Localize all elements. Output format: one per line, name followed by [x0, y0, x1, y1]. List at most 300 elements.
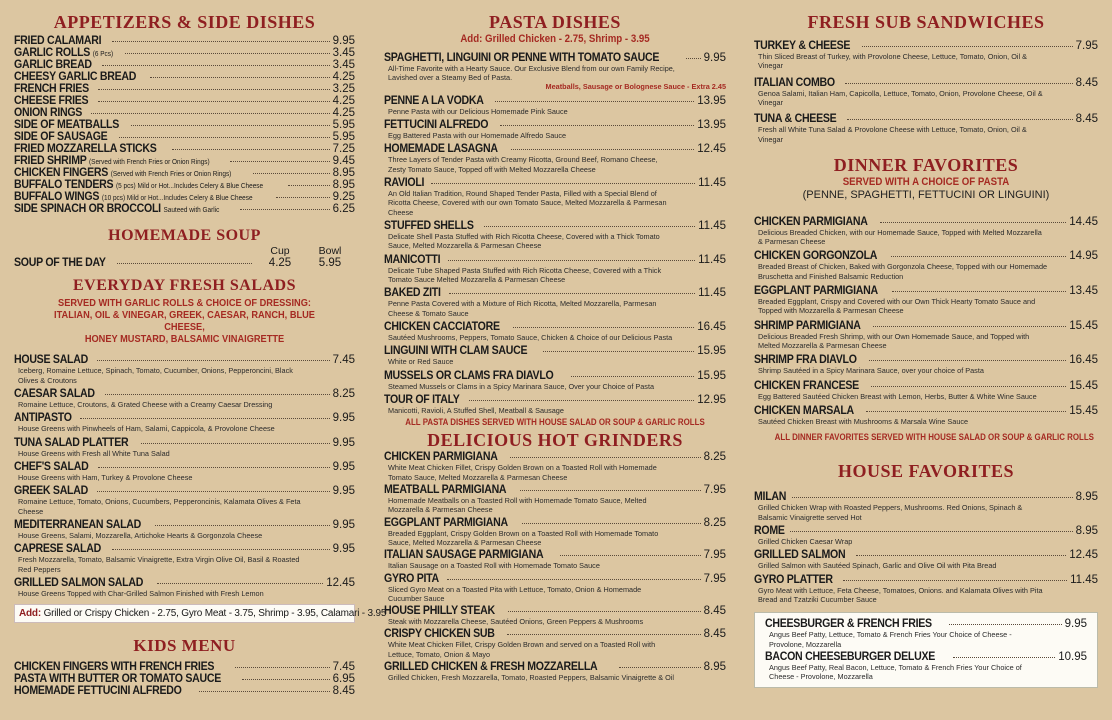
menu-item-row — [14, 179, 355, 191]
menu-item-price: 8.95 — [1075, 525, 1098, 538]
menu-item — [384, 95, 726, 116]
menu-item-row — [14, 577, 355, 589]
menu-item-description: House Greens with Ham, Turkey & Provolone Cheese — [18, 472, 193, 482]
dot-leader — [125, 53, 330, 54]
menu-item — [14, 35, 355, 47]
menu-item — [384, 220, 726, 251]
menu-item — [384, 573, 726, 604]
dot-leader — [91, 113, 330, 114]
menu-item-name — [14, 388, 95, 400]
menu-item-row — [754, 491, 1098, 503]
menu-item-name-text: GRILLED CHICKEN & FRESH MOZZARELLA — [384, 661, 598, 674]
menu-item — [14, 47, 355, 59]
menu-item — [14, 119, 355, 131]
menu-item-description: Shrimp Sautéed in a Spicy Marinara Sauce, over your choice of Pasta — [758, 366, 984, 376]
dot-leader — [240, 209, 329, 210]
menu-item-name-text: SIDE OF SAUSAGE — [14, 131, 108, 143]
menu-item-row — [14, 107, 355, 119]
menu-item-price: 12.45 — [697, 143, 726, 156]
menu-item-name-text: TOUR OF ITALY — [384, 393, 460, 406]
soup-title: HOMEMADE SOUP — [108, 227, 261, 244]
menu-item-name — [14, 95, 88, 107]
menu-item — [754, 405, 1098, 426]
appetizers-title: APPETIZERS & SIDE DISHES — [53, 12, 316, 32]
dinner-sub1: SERVED WITH A CHOICE OF PASTA — [842, 175, 1010, 188]
menu-item-price: 7.95 — [703, 483, 726, 496]
menu-item-price: 9.45 — [332, 155, 355, 167]
menu-item — [384, 52, 726, 92]
menu-item — [14, 485, 355, 516]
dot-leader — [880, 222, 1066, 223]
menu-item-row — [384, 143, 726, 155]
grinders-list — [384, 451, 726, 682]
soup-row — [14, 257, 355, 269]
menu-item-description: Breaded Breast of Chicken, Baked with Gorgonzola Cheese, Topped with our Homemade Bruschetta and Finished Balsamic Reduction — [758, 262, 1048, 281]
dinner-list — [754, 216, 1098, 427]
menu-item-name-text: CHICKEN FINGERS — [14, 167, 109, 179]
menu-item — [754, 320, 1098, 351]
dot-leader — [131, 125, 329, 126]
menu-item-name — [754, 285, 878, 297]
menu-item-price: 9.95 — [332, 485, 355, 498]
menu-item-row — [14, 119, 355, 131]
dot-leader — [847, 119, 1073, 120]
menu-item-row — [754, 285, 1098, 297]
menu-item-price: 6.25 — [332, 203, 355, 215]
dot-leader — [172, 149, 330, 150]
menu-item — [14, 107, 355, 119]
menu-item-description: White Meat Chicken Fillet, Crispy Golden Brown on a Toasted Roll with Homemade Tomato Sauce, Melted Mozzarella & Parmesan Cheese — [388, 463, 657, 482]
menu-item-name — [754, 549, 845, 561]
menu-item-description: Egg Battered Sautéed Chicken Breast with Lemon, Herbs, Butter & White Wine Sauce — [758, 391, 1037, 401]
menu-item-name-text: GARLIC ROLLS — [14, 47, 91, 59]
menu-item-name — [384, 517, 508, 529]
menu-item — [14, 412, 355, 433]
dot-leader — [571, 376, 694, 377]
menu-item-name-text: ITALIAN SAUSAGE PARMIGIANA — [384, 549, 544, 562]
menu-item-name-text: TUNA SALAD PLATTER — [14, 436, 129, 449]
menu-item-name-text: CHEESE FRIES — [14, 95, 89, 107]
dot-leader — [447, 579, 701, 580]
soup-bowl-price: 5.95 — [318, 257, 342, 269]
middle-column — [384, 0, 726, 682]
menu-item-row — [384, 517, 726, 529]
menu-item-price: 3.45 — [332, 47, 355, 59]
menu-item-name-text: FRENCH FRIES — [14, 83, 89, 95]
menu-item-price: 12.45 — [326, 576, 355, 589]
menu-item — [14, 388, 355, 409]
menu-item-description: House Greens, Salami, Mozzarella, Artichoke Hearts & Gorgonzola Cheese — [18, 530, 263, 540]
menu-item-name-text: CAPRESE SALAD — [14, 543, 101, 556]
dot-leader — [619, 667, 701, 668]
menu-item-name-text: TUNA & CHEESE — [754, 113, 837, 126]
menu-item-name — [384, 484, 506, 496]
menu-item-name-text: MEDITERRANEAN SALAD — [14, 518, 142, 531]
menu-item — [765, 618, 1087, 649]
menu-item-description: Steak with Mozzarella Cheese, Sautéed Onions, Green Peppers & Mushrooms — [388, 617, 644, 627]
dot-leader — [102, 65, 330, 66]
dot-leader — [500, 125, 694, 126]
salads-sub1: SERVED WITH GARLIC ROLLS & CHOICE OF DRESSING: — [58, 297, 311, 309]
menu-item-description: All-Time Favorite with a Hearty Sauce. Our Exclusive Blend from our own Family Recipe, Lavished over a Steamy Bed of Pasta. — [388, 63, 675, 82]
menu-item-description: Genoa Salami, Italian Ham, Capicolla, Lettuce, Tomato, Onion, Provolone Cheese, Oil & Vinegar — [758, 88, 1043, 107]
dot-leader — [253, 173, 329, 174]
dot-leader — [686, 58, 701, 59]
menu-item-name-text: CHICKEN FRANCESE — [754, 379, 859, 392]
menu-item-description: House Greens with Fresh all White Tuna Salad — [18, 448, 170, 458]
menu-item-name — [14, 83, 89, 95]
menu-item-name-text: EGGPLANT PARMIGIANA — [384, 516, 508, 529]
dot-leader — [510, 457, 700, 458]
menu-item-name-text: GYRO PITA — [384, 572, 439, 585]
menu-item-name-text: HOUSE PHILLY STEAK — [384, 605, 495, 618]
house-title: HOUSE FAVORITES — [837, 461, 1015, 482]
menu-item-name — [14, 35, 101, 47]
menu-item-row — [14, 203, 355, 215]
menu-item-description: Three Layers of Tender Pasta with Creamy Ricotta, Ground Beef, Romano Cheese, Zesty Tomato Sauce, Topped off with Melted Mozzarella Cheese — [388, 155, 658, 174]
menu-item-row — [384, 52, 726, 64]
menu-item-description: Thin Sliced Breast of Turkey, with Provolone Cheese, Lettuce, Tomato, Onion, Oil & Vinegar — [758, 52, 1028, 71]
menu-item — [14, 673, 355, 685]
menu-item-name-text: CHICKEN PARMIGIANA — [754, 215, 868, 228]
menu-item — [754, 113, 1098, 144]
menu-item-row — [754, 525, 1098, 537]
menu-item-name-text: CHICKEN CACCIATORE — [384, 320, 500, 333]
dot-leader — [112, 41, 330, 42]
pasta-footer: ALL PASTA DISHES SERVED WITH HOUSE SALAD OR SOUP & GARLIC ROLLS — [405, 417, 705, 428]
menu-item — [754, 574, 1098, 605]
menu-item-name — [14, 131, 107, 143]
menu-item-name-text: FETTUCINI ALFREDO — [384, 118, 489, 131]
menu-item-price: 9.95 — [1064, 618, 1087, 631]
menu-item-row — [14, 59, 355, 71]
menu-item-name-text: ITALIAN COMBO — [754, 76, 835, 89]
dot-leader — [276, 197, 329, 198]
menu-item-row — [14, 191, 355, 203]
menu-item — [384, 484, 726, 515]
menu-item-row — [384, 254, 726, 266]
menu-item-name-text: GREEK SALAD — [14, 485, 88, 498]
menu-item — [754, 77, 1098, 108]
menu-item-name-text: GRILLED SALMON SALAD — [14, 576, 144, 589]
burger-box — [754, 612, 1098, 687]
menu-item-row — [14, 167, 355, 179]
menu-item-description: Penne Pasta Covered with a Mixture of Rich Ricotta, Melted Mozzarella, Parmesan Cheese & Tomato Sauce — [388, 299, 657, 318]
left-column — [14, 0, 387, 698]
menu-item-name — [14, 461, 88, 473]
menu-item — [384, 661, 726, 682]
dot-leader — [117, 263, 252, 264]
menu-item — [754, 549, 1098, 570]
dot-leader — [792, 497, 1073, 498]
menu-item — [384, 254, 726, 285]
menu-item-price: 9.95 — [332, 460, 355, 473]
menu-item-name-text: LINGUINI WITH CLAM SAUCE — [384, 345, 528, 358]
menu-item-name-text: CAESAR SALAD — [14, 387, 95, 400]
menu-item-name-text: MILAN — [754, 491, 787, 504]
dinner-footer: ALL DINNER FAVORITES SERVED WITH HOUSE SALAD OR SOUP & GARLIC ROLLS — [774, 432, 1094, 443]
menu-item-row — [14, 485, 355, 497]
menu-item-name-text: RAVIOLI — [384, 176, 425, 189]
menu-item-name — [14, 107, 82, 119]
salads-sub2: ITALIAN, OIL & VINEGAR, GREEK, CAESAR, RANCH, BLUE CHEESE, — [54, 309, 315, 334]
menu-item-description: Delicate Tube Shaped Pasta Stuffed with Rich Ricotta Cheese, Covered with a Thick Tomato Sauce Melted Mozzarella & Parmesan Cheese — [388, 265, 662, 284]
menu-item-description: Grilled Salmon with Sautéed Spinach, Garlic and Olive Oil with Pita Bread — [758, 561, 997, 571]
menu-item-description: Sautéed Mushrooms, Peppers, Tomato Sauce, Chicken & Choice of our Delicious Pasta — [388, 332, 673, 342]
menu-item-name-text: MEATBALL PARMIGIANA — [384, 483, 507, 496]
menu-item-row — [14, 131, 355, 143]
menu-item-name-text: MUSSELS OR CLAMS FRA DIAVLO — [384, 369, 554, 382]
menu-item-name — [14, 673, 221, 685]
dot-leader — [448, 260, 695, 261]
soup-cup-label: Cup — [270, 245, 290, 257]
menu-item-row — [754, 216, 1098, 228]
menu-item-description: Angus Beef Patty, Lettuce, Tomato & French Fries Your Choice of Cheese - Provolone, Mozzarella — [769, 630, 1012, 649]
dot-leader — [199, 691, 329, 692]
menu-item-row — [14, 155, 355, 167]
menu-item-price: 9.95 — [332, 518, 355, 531]
menu-item-name — [384, 321, 500, 333]
menu-item — [384, 345, 726, 366]
dot-leader — [873, 326, 1066, 327]
menu-item-price: 8.45 — [332, 685, 355, 698]
dot-leader — [507, 634, 700, 635]
menu-item — [754, 380, 1098, 401]
menu-item-name-text: ONION RINGS — [14, 107, 83, 119]
menu-item-note: (Served with French Fries or Onion Rings) — [89, 159, 210, 166]
menu-item-name-text: STUFFED SHELLS — [384, 219, 474, 232]
menu-item-description: Sautéed Chicken Breast with Mushrooms & Marsala Wine Sauce — [758, 417, 969, 427]
salads-sub3: HONEY MUSTARD, BALSAMIC VINAIGRETTE — [84, 333, 285, 346]
menu-item-price: 7.95 — [703, 549, 726, 562]
menu-item-row — [384, 287, 726, 299]
menu-item-row — [754, 380, 1098, 392]
menu-item-name — [14, 143, 157, 155]
menu-item — [384, 517, 726, 548]
menu-item-row — [14, 519, 355, 531]
menu-item — [754, 354, 1098, 375]
menu-item-price: 8.45 — [1075, 76, 1098, 89]
menu-item-name-text: PASTA WITH BUTTER OR TOMATO SAUCE — [14, 673, 221, 686]
menu-item-note: (Served with French Fries or Onion Rings) — [110, 171, 232, 178]
menu-item-name-text: CHICKEN GORGONZOLA — [754, 250, 878, 263]
dot-leader — [520, 490, 701, 491]
menu-item-price: 8.45 — [1075, 113, 1098, 126]
dot-leader — [155, 525, 330, 526]
menu-item-note: Sauteed with Garlic — [163, 207, 220, 214]
menu-item-price: 7.95 — [703, 572, 726, 585]
menu-item-name-text: FRIED CALAMARI — [14, 35, 102, 47]
menu-item-row — [384, 484, 726, 496]
menu-item-name-text: CHEF'S SALAD — [14, 460, 89, 473]
menu-item-name — [384, 287, 441, 299]
menu-item-name — [754, 113, 836, 125]
dot-leader — [80, 418, 330, 419]
menu-item-description: Manicotti, Ravioli, A Stuffed Shell, Meatball & Sausage — [388, 405, 564, 415]
subs-title: FRESH SUB SANDWICHES — [807, 12, 1045, 32]
menu-item-row — [384, 321, 726, 333]
menu-item-name-text: CHICKEN FINGERS WITH FRENCH FRIES — [14, 661, 215, 674]
menu-item-row — [14, 673, 355, 685]
dot-leader — [862, 46, 1073, 47]
menu-item — [14, 167, 355, 179]
menu-item-description: Italian Sausage on a Toasted Roll with Homemade Tomato Sauce — [388, 561, 600, 571]
menu-item-price: 8.45 — [703, 605, 726, 618]
menu-item-description: Grilled Chicken Caesar Wrap — [758, 537, 853, 547]
menu-item-price: 15.45 — [1069, 379, 1098, 392]
menu-item-description: Iceberg, Romaine Lettuce, Spinach, Tomato, Cucumber, Onions, Pepperoncini, Black Olives & Croutons — [18, 366, 293, 385]
dot-leader — [953, 657, 1055, 658]
dot-leader — [112, 549, 330, 550]
house-list — [754, 491, 1098, 604]
menu-item-row — [384, 95, 726, 107]
menu-item-name — [754, 380, 859, 392]
menu-item-row — [14, 685, 355, 697]
menu-item-name — [384, 52, 659, 64]
menu-item-row — [754, 405, 1098, 417]
menu-item-note: (6 Pcs) — [92, 51, 114, 58]
menu-item-name — [14, 71, 136, 83]
menu-item-description: White or Red Sauce — [388, 357, 454, 367]
menu-item-name — [14, 167, 231, 179]
menu-item — [765, 651, 1087, 682]
menu-item-price: 8.95 — [332, 179, 355, 191]
menu-item-price: 8.95 — [332, 167, 355, 179]
menu-item-name — [754, 491, 786, 503]
soup-cup-price: 4.25 — [268, 257, 292, 269]
menu-item — [14, 71, 355, 83]
menu-item-name-text: HOMEMADE FETTUCINI ALFREDO — [14, 685, 182, 698]
menu-item-name-text: SIDE SPINACH OR BROCCOLI — [14, 203, 161, 215]
menu-item — [14, 155, 355, 167]
menu-item — [14, 143, 355, 155]
menu-item-description: Delicate Shell Pasta Stuffed with Rich Ricotta Cheese, Covered with a Thick Tomato Sauce, Melted Mozzarella & Parmesan Cheese — [388, 231, 660, 251]
menu-item — [14, 461, 355, 482]
menu-item — [384, 287, 726, 318]
menu-item-name — [14, 59, 92, 71]
menu-item-name — [765, 651, 935, 663]
menu-item-name — [14, 412, 72, 424]
menu-item-name-text: GYRO PLATTER — [754, 573, 833, 586]
menu-item-name-text: MANICOTTI — [384, 253, 441, 266]
menu-item-row — [384, 220, 726, 232]
menu-item-name-text: CHICKEN PARMIGIANA — [384, 451, 498, 464]
menu-item-price: 9.95 — [332, 436, 355, 449]
menu-item-price: 14.95 — [1069, 250, 1098, 263]
dot-leader — [431, 183, 695, 184]
menu-item-description: Grilled Chicken, Fresh Mozzarella, Tomato, Roasted Peppers, Balsamic Vinaigrette & Oil — [388, 673, 675, 683]
menu-item-name — [14, 543, 101, 555]
menu-item-price: 5.95 — [332, 119, 355, 131]
menu-item-name — [384, 119, 488, 131]
menu-item-description: Fresh all White Tuna Salad & Provolone Cheese with Lettuce, Tomato, Onion, Oil & Vinegar — [758, 125, 1027, 144]
menu-item-price: 12.95 — [697, 393, 726, 406]
menu-item-name-text: SIDE OF MEATBALLS — [14, 119, 120, 131]
dot-leader — [508, 611, 701, 612]
menu-item — [14, 519, 355, 540]
menu-item-name — [754, 354, 857, 366]
menu-item-row — [384, 177, 726, 189]
kids-title: KIDS MENU — [133, 636, 236, 656]
menu-item — [14, 131, 355, 143]
menu-item-row — [14, 412, 355, 424]
menu-item — [14, 179, 355, 191]
menu-item-price: 8.25 — [332, 387, 355, 400]
dot-leader — [98, 89, 329, 90]
menu-item — [14, 191, 355, 203]
menu-item-name-text: TURKEY & CHEESE — [754, 40, 851, 52]
menu-item-price: 5.95 — [332, 131, 355, 143]
menu-item-name — [384, 370, 553, 382]
menu-item — [384, 394, 726, 415]
menu-item — [384, 549, 726, 570]
menu-item-description: Delicious Breaded Fresh Shrimp, with our Own Homemade Sauce, and Topped with Melted Mozzarella & Parmesan Cheese — [758, 331, 1030, 351]
menu-item-price: 11.45 — [1070, 573, 1098, 586]
menu-item-note: (5 pcs) Mild or Hot...Includes Celery & Blue Cheese — [115, 183, 264, 190]
menu-item-price: 13.95 — [697, 118, 726, 131]
dot-leader — [97, 491, 329, 492]
menu-item-price: 9.95 — [703, 51, 726, 64]
menu-item — [14, 203, 355, 215]
menu-item-name-text: CHEESY GARLIC BREAD — [14, 71, 137, 83]
menu-item-price: 6.95 — [332, 673, 355, 686]
menu-item-name-text: SHRIMP PARMIGIANA — [754, 319, 861, 332]
dot-leader — [949, 624, 1061, 625]
menu-item-name-text: CHEESBURGER & FRENCH FRIES — [765, 618, 932, 631]
menu-item-price: 8.45 — [703, 628, 726, 641]
menu-item — [14, 354, 355, 385]
menu-item-description: Delicious Breaded Chicken, with our Homemade Sauce, Topped with Melted Mozzarella & Parmesan Cheese — [758, 227, 1042, 247]
dot-leader — [560, 555, 700, 556]
menu-item-name — [754, 216, 868, 228]
menu-item-row — [754, 320, 1098, 332]
dot-leader — [866, 411, 1067, 412]
menu-item-name — [754, 40, 850, 52]
menu-item-price: 16.45 — [1069, 354, 1098, 367]
menu-item-price: 3.25 — [332, 83, 355, 95]
soup-bowl-label: Bowl — [318, 245, 342, 257]
menu-item — [14, 661, 355, 673]
menu-item-row — [384, 628, 726, 640]
menu-item-price: 8.95 — [703, 661, 726, 674]
menu-item-row — [754, 574, 1098, 586]
menu-item-row — [754, 77, 1098, 89]
menu-item-row — [754, 113, 1098, 125]
menu-item — [384, 451, 726, 482]
menu-item-name — [384, 95, 484, 107]
right-column — [754, 0, 1098, 688]
menu-item-price: 13.95 — [697, 94, 726, 107]
salads-add-box — [14, 604, 387, 623]
menu-item — [384, 628, 726, 659]
menu-item-name — [754, 250, 877, 262]
menu-item-price: 14.45 — [1069, 215, 1098, 228]
menu-item-name-text: ANTIPASTO — [14, 412, 72, 425]
menu-item-name-text: FRIED SHRIMP — [14, 155, 87, 167]
dot-leader — [543, 351, 695, 352]
menu-item-price: 3.45 — [332, 59, 355, 71]
dot-leader — [97, 360, 329, 361]
menu-item — [14, 685, 355, 697]
salads-add-text: Grilled or Crispy Chicken - 2.75, Gyro Meat - 3.75, Shrimp - 3.95, Calamari - 3.95 — [43, 608, 387, 620]
menu-item-price: 9.95 — [332, 35, 355, 47]
menu-item-row — [14, 388, 355, 400]
dot-leader — [511, 149, 695, 150]
menu-item-price: 7.95 — [1075, 40, 1098, 52]
menu-item-price: 12.45 — [1069, 549, 1098, 562]
menu-item — [384, 119, 726, 140]
menu-item-name — [14, 203, 219, 215]
